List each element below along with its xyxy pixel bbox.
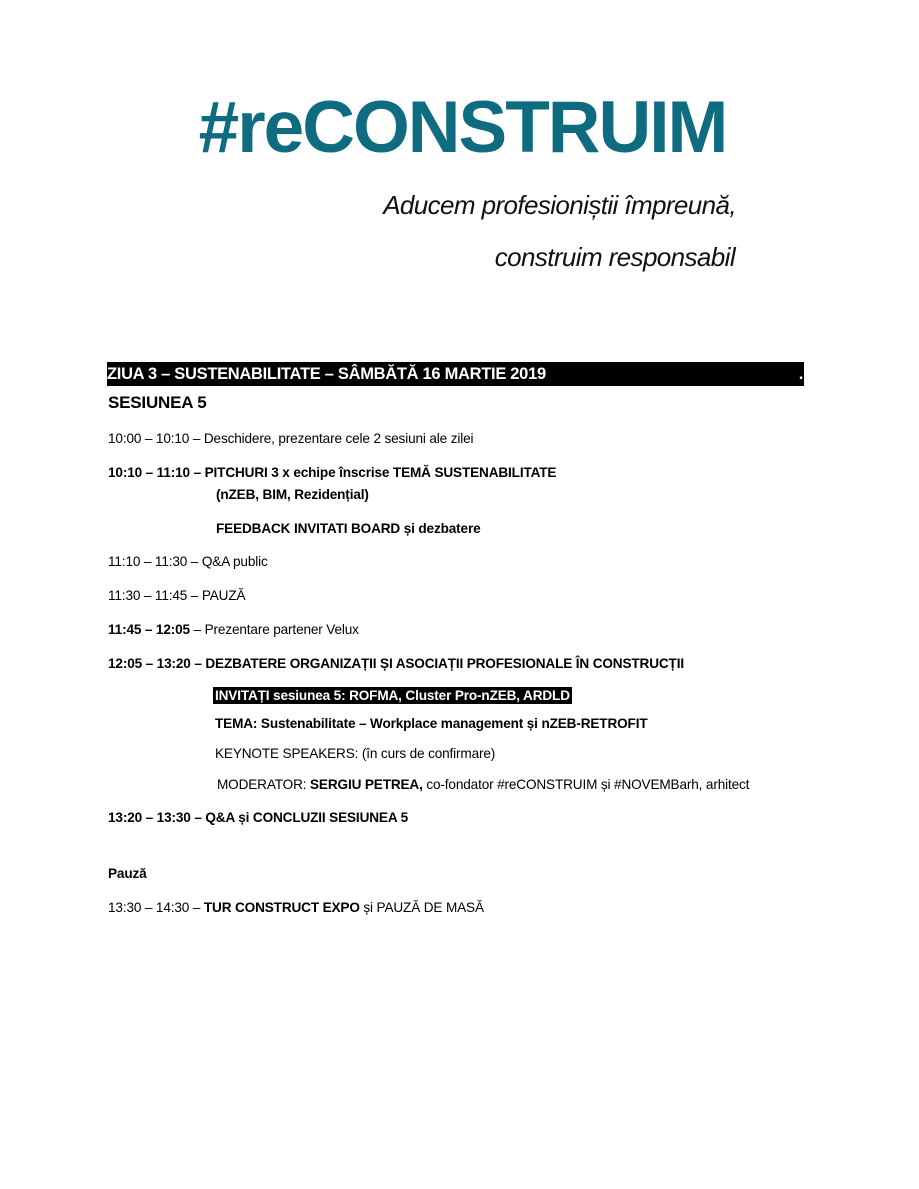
schedule-subline: TEMA: Sustenabilitate – Workplace management și nZEB-RETROFIT [215, 716, 648, 731]
day-banner-trailing: . [798, 365, 803, 383]
schedule-item [108, 587, 245, 605]
schedule-item [108, 621, 359, 639]
pause-heading: Pauză [108, 866, 147, 881]
moderator-label: MODERATOR: [217, 777, 311, 792]
description: – Prezentare partener Velux [189, 622, 359, 637]
schedule-subline: (nZEB, BIM, Rezidențial) [216, 487, 369, 502]
logo-title: #reCONSTRUIM [198, 87, 727, 168]
schedule-item [108, 899, 484, 917]
moderator-name: SERGIU PETREA, [310, 777, 423, 792]
schedule-subline: KEYNOTE SPEAKERS: (în curs de confirmare) [215, 746, 496, 761]
schedule-subline [213, 687, 572, 705]
time: 12:05 – 13:20 – [108, 656, 206, 671]
time: 10:00 – 10:10 – [108, 431, 204, 446]
invited-highlight: INVITAȚI sesiunea 5: ROFMA, Cluster Pro-nZEB, ARDLD [215, 688, 570, 703]
description: DEZBATERE ORGANIZAȚII ȘI ASOCIAȚII PROFESIONALE ÎN CONSTRUCȚII [205, 656, 684, 671]
schedule-subline [217, 776, 749, 794]
time: 11:30 – 11:45 – [108, 588, 202, 603]
schedule-item [108, 655, 684, 673]
day-banner-title: ZIUA 3 – SUSTENABILITATE – SÂMBĂTĂ 16 MARTIE 2019 [107, 365, 546, 383]
moderator-description: co-fondator #reCONSTRUIM și #NOVEMBarh, arhitect [422, 777, 750, 792]
schedule-subline: FEEDBACK INVITATI BOARD și dezbatere [216, 521, 481, 536]
description: Q&A public [201, 554, 268, 569]
time: 10:10 – 11:10 – [108, 465, 205, 480]
time: 11:45 – 12:05 [108, 622, 190, 637]
tagline-line1: Aducem profesioniștii împreună, [383, 190, 736, 220]
schedule-item [108, 553, 268, 571]
day-banner [107, 362, 804, 386]
schedule-item [108, 464, 556, 482]
session-title: SESIUNEA 5 [108, 393, 207, 412]
time: 13:30 – 14:30 – [108, 900, 204, 915]
schedule-item [108, 430, 473, 448]
description: PAUZĂ [201, 588, 246, 603]
description: Deschidere, prezentare cele 2 sesiuni ale zilei [203, 431, 474, 446]
tagline-line2: construim responsabil [494, 242, 735, 272]
description: PITCHURI 3 x echipe înscrise TEMĂ SUSTENABILITATE [204, 465, 557, 480]
time: 11:10 – 11:30 – [108, 554, 202, 569]
description: și PAUZĂ DE MASĂ [359, 900, 484, 915]
schedule-item: 13:20 – 13:30 – Q&A și CONCLUZII SESIUNEA 5 [108, 810, 409, 825]
description-bold: TUR CONSTRUCT EXPO [203, 900, 360, 915]
